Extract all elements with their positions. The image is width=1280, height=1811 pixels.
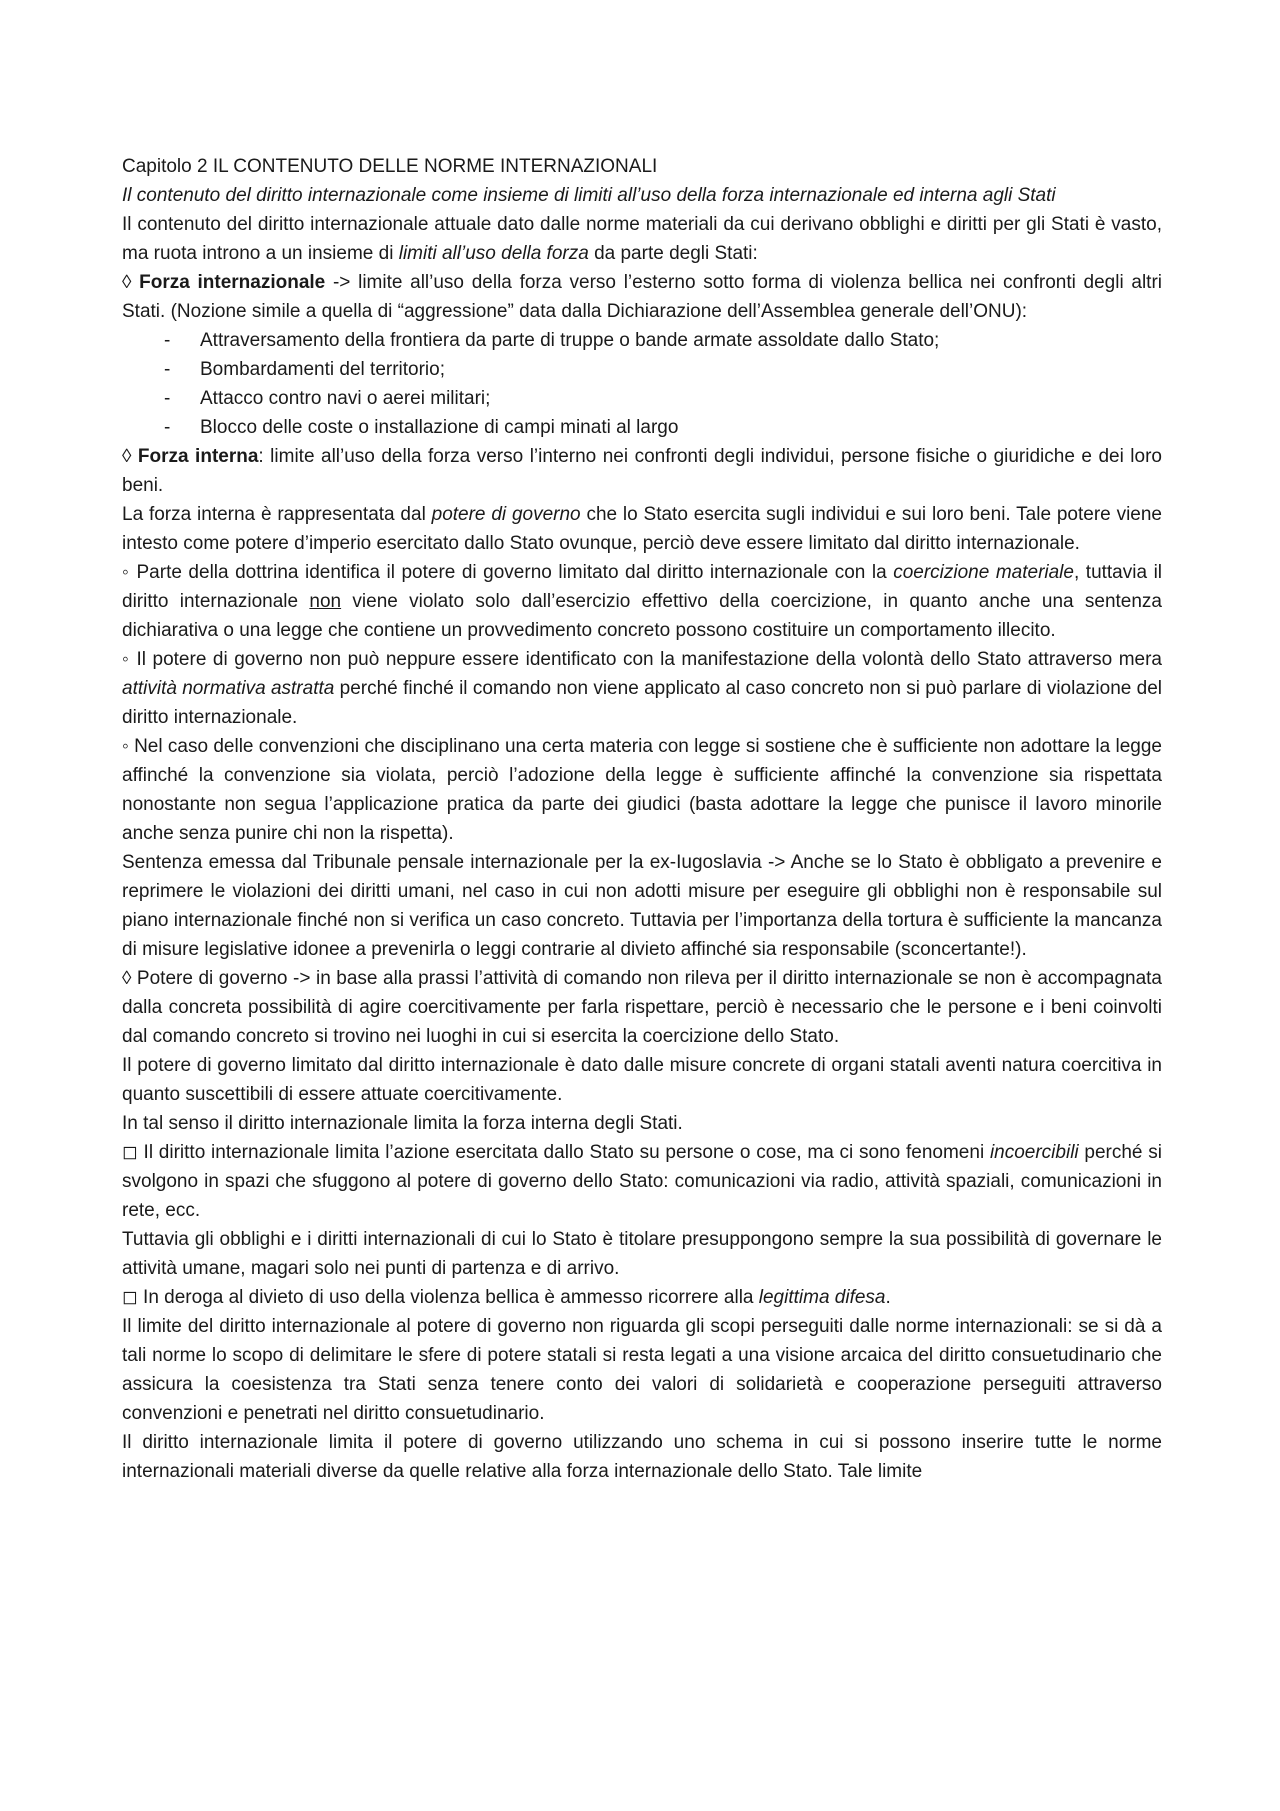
list-item: - Attraversamento della frontiera da parte di truppe o bande armate assoldate dallo Stato; xyxy=(122,326,1162,355)
paragraph-forza-internazionale: ◊ Forza internazionale -> limite all’uso della forza verso l’esterno sotto forma di violenza bellica nei confronti degli altri Stati. (Nozione simile a quella di “aggressione” data dalla Dichiarazione dell’Assemblea generale dell’ONU): xyxy=(122,272,1163,322)
lozenge-bullet: ◊ xyxy=(122,446,138,467)
dash-bullet: - xyxy=(164,330,171,351)
dash-list xyxy=(122,326,1162,442)
paragraph-schema: Il diritto internazionale limita il potere di governo utilizzando uno schema in cui si possono inserire tutte le norme internazionali materiali diverse da quelle relative alla forza internazionale dello Stato. Tale limite xyxy=(122,1432,1162,1482)
paragraph-scopi: Il limite del diritto internazionale al potere di governo non riguarda gli scopi perseguiti dalle norme internazionali: se si dà a tali norme lo scopo di delimitare le sfere di potere statali si resta legati a una visione arcaica del diritto consuetudinario che assicura la coesistenza tra Stati senza tenere conto dei valori di solidarietà e cooperazione perseguiti attraverso convenzioni e penetrati nel diritto consuetudinario. xyxy=(122,1316,1162,1424)
list-item: - Bombardamenti del territorio; xyxy=(122,355,1162,384)
paragraph-forza-interna-limite: In tal senso il diritto internazionale limita la forza interna degli Stati. xyxy=(122,1113,683,1134)
paragraph-legittima-difesa: ◻ In deroga al divieto di uso della violenza bellica è ammesso ricorrere alla legittima difesa. xyxy=(122,1287,891,1308)
list-item: - Attacco contro navi o aerei militari; xyxy=(122,384,1162,413)
chapter-heading: Capitolo 2 IL CONTENUTO DELLE NORME INTERNAZIONALI xyxy=(122,156,658,177)
paragraph-obblighi: Tuttavia gli obblighi e i diritti internazionali di cui lo Stato è titolare presuppongono sempre la sua possibilità di governare le attività umane, magari solo nei punti di partenza e di arrivo. xyxy=(122,1229,1162,1279)
list-item: - Blocco delle coste o installazione di campi minati al largo xyxy=(122,413,1162,442)
lozenge-bullet: ◊ xyxy=(122,272,140,293)
paragraph-convenzioni: ◦ Nel caso delle convenzioni che disciplinano una certa materia con legge si sostiene che è sufficiente non adottare la legge affinché la convenzione sia violata, perciò l’adozione della legge è sufficiente affinché la convenzione sia rispettata nonostante non segua l’applicazione pratica da parte dei giudici (basta adottare la legge che punisce il lavoro minorile anche senza punire chi non la rispetta). xyxy=(122,736,1162,844)
dash-bullet: - xyxy=(164,359,171,380)
paragraph-prassi: ◊ Potere di governo -> in base alla prassi l’attività di comando non rileva per il diritto internazionale se non è accompagnata dalla concreta possibilità di agire coercitivamente per farla rispettare, perciò è necessario che le persone e i beni coinvolti dal comando concreto si trovino nei luoghi in cui si esercita la coercizione dello Stato. xyxy=(122,968,1162,1047)
paragraph-incoercibili: ◻ Il diritto internazionale limita l’azione esercitata dallo Stato su persone o cose, ma ci sono fenomeni incoercibili perché si svolgono in spazi che sfuggono al potere di governo dello Stato: comunicazioni via radio, attività spaziali, comunicazioni in rete, ecc. xyxy=(122,1142,1162,1221)
paragraph-potere-di-governo: La forza interna è rappresentata dal potere di governo che lo Stato esercita sugli individui e sui loro beni. Tale potere viene intesto come potere d’imperio esercitato dallo Stato ovunque, perciò deve essere limitato dal diritto internazionale. xyxy=(122,504,1162,554)
paragraph-coercizione: ◦ Parte della dottrina identifica il potere di governo limitato dal diritto internazionale con la coercizione materiale, tuttavia il diritto internazionale non viene violato solo dall’esercizio effettivo della coercizione, in quanto anche una sentenza dichiarativa o una legge che contiene un provvedimento concreto possono costituire un comportamento illecito. xyxy=(122,562,1163,641)
paragraph-sentenza: Sentenza emessa dal Tribunale pensale internazionale per la ex-Iugoslavia -> Anche se lo Stato è obbligato a prevenire e reprimere le violazioni dei diritti umani, nel caso in cui non adotti misure per eseguire gli obblighi non è responsabile sul piano internazionale finché non si verifica un caso concreto. Tuttavia per l’importanza della tortura è sufficiente la mancanza di misure legislative idonee a prevenirla o leggi contrarie al divieto affinché sia responsabile (sconcertante!). xyxy=(122,852,1162,960)
paragraph-misure-concrete: Il potere di governo limitato dal diritto internazionale è dato dalle misure concrete di organi statali aventi natura coercitiva in quanto suscettibili di essere attuate coercitivamente. xyxy=(122,1055,1162,1105)
dash-bullet: - xyxy=(164,388,171,409)
section-subheading: Il contenuto del diritto internazionale come insieme di limiti all’uso della forza internazionale ed interna agli Stati xyxy=(122,185,1056,206)
document-page xyxy=(122,152,1162,1486)
paragraph-forza-interna: ◊ Forza interna: limite all’uso della forza verso l’interno nei confronti degli individui, persone fisiche o giuridiche e dei loro beni. xyxy=(122,446,1162,496)
paragraph-intro: Il contenuto del diritto internazionale attuale dato dalle norme materiali da cui derivano obblighi e diritti per gli Stati è vasto, ma ruota introno a un insieme di limiti all’uso della forza da parte degli Stati: xyxy=(122,214,1162,264)
dash-bullet: - xyxy=(164,417,171,438)
paragraph-attivita-normativa: ◦ Il potere di governo non può neppure essere identificato con la manifestazione della volontà dello Stato attraverso mera attività normativa astratta perché finché il comando non viene applicato al caso concreto non si può parlare di violazione del diritto internazionale. xyxy=(122,649,1162,728)
